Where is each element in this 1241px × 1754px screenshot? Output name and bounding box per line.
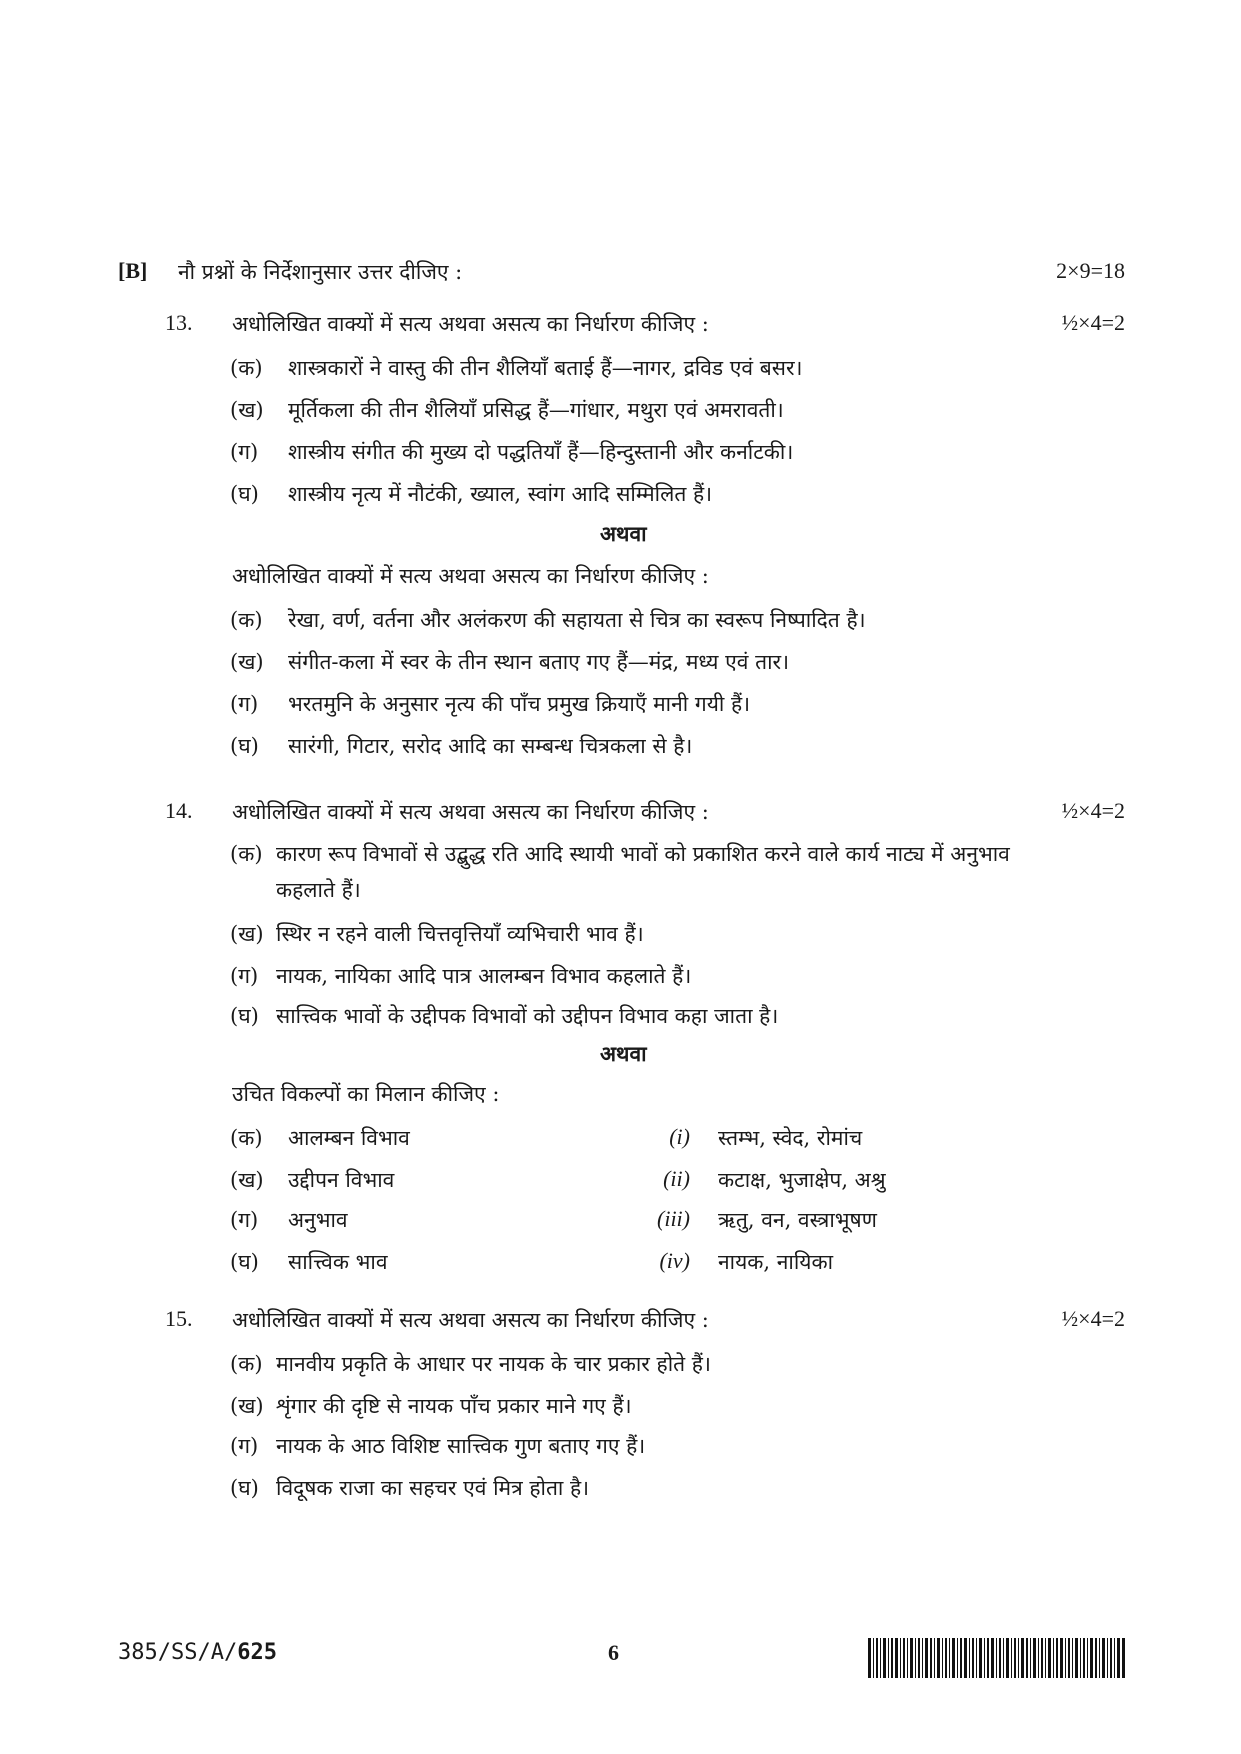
match-roman: (i) — [669, 1124, 690, 1149]
q15-item-label: (क) — [230, 1352, 263, 1376]
q15-item-text: शृंगार की दृष्टि से नायक पाँच प्रकार माने गए हैं। — [276, 1394, 632, 1418]
match-label: (क) — [230, 1126, 263, 1150]
q13-marks: ½×4=2 — [1061, 310, 1125, 335]
q14-item-text: कारण रूप विभावों से उद्बुद्ध रति आदि स्थायी भावों को प्रकाशित करने वाले कार्य नाट्य में अनुभाव — [276, 842, 1010, 866]
match-left: अनुभाव — [288, 1208, 348, 1232]
q13-item-text: शास्त्रीय नृत्य में नौटंकी, ख्याल, स्वांग आदि सम्मिलित हैं। — [288, 482, 713, 506]
page-number: 6 — [608, 1640, 619, 1665]
q14-item-text: स्थिर न रहने वाली चित्तवृत्तियाँ व्यभिचारी भाव हैं। — [276, 922, 644, 946]
q13-item-label: (ग) — [230, 440, 259, 464]
section-marker: [B] — [118, 258, 148, 283]
q15-prompt: अधोलिखित वाक्यों में सत्य अथवा असत्य का निर्धारण कीजिए : — [232, 1308, 709, 1332]
q13-alt-item-text: भरतमुनि के अनुसार नृत्य की पाँच प्रमुख क्रियाएँ मानी गयी हैं। — [288, 692, 751, 716]
q15-item-label: (घ) — [230, 1476, 259, 1500]
q13-alt-item-label: (ख) — [230, 650, 264, 674]
paper-code-prefix: 385/SS/A/ — [118, 1640, 238, 1665]
q14-marks: ½×4=2 — [1061, 798, 1125, 823]
q13-item-text: शास्त्रकारों ने वास्तु की तीन शैलियाँ बताई हैं—नागर, द्रविड एवं बसर। — [288, 356, 803, 380]
q15-marks: ½×4=2 — [1061, 1306, 1125, 1331]
q14-item-text: नायक, नायिका आदि पात्र आलम्बन विभाव कहलाते हैं। — [276, 964, 692, 988]
q14-prompt: अधोलिखित वाक्यों में सत्य अथवा असत्य का निर्धारण कीजिए : — [232, 800, 709, 824]
q13-alt-item-label: (घ) — [230, 734, 259, 758]
or-divider: अथवा — [600, 1041, 647, 1066]
match-right: ऋतु, वन, वस्त्राभूषण — [718, 1208, 877, 1232]
q13-item-text: शास्त्रीय संगीत की मुख्य दो पद्धतियाँ हैं—हिन्दुस्तानी और कर्नाटकी। — [288, 440, 794, 464]
q13-item-label: (ख) — [230, 398, 264, 422]
match-left: उद्दीपन विभाव — [288, 1168, 395, 1192]
match-roman: (iii) — [657, 1206, 690, 1231]
match-label: (ख) — [230, 1168, 264, 1192]
q13-item-label: (घ) — [230, 482, 259, 506]
match-roman: (ii) — [663, 1166, 690, 1191]
q15-item-text: नायक के आठ विशिष्ट सात्त्विक गुण बताए गए हैं। — [276, 1434, 646, 1458]
match-left: आलम्बन विभाव — [288, 1126, 410, 1150]
q15-item-text: विदूषक राजा का सहचर एवं मित्र होता है। — [276, 1476, 590, 1500]
q15-item-text: मानवीय प्रकृति के आधार पर नायक के चार प्रकार होते हैं। — [276, 1352, 711, 1376]
q14-item-text: सात्त्विक भावों के उद्दीपक विभावों को उद्दीपन विभाव कहा जाता है। — [276, 1004, 779, 1028]
match-left: सात्त्विक भाव — [288, 1250, 388, 1274]
section-marks: 2×9=18 — [1056, 258, 1125, 283]
q14-item-label: (ग) — [230, 964, 259, 988]
match-right: कटाक्ष, भुजाक्षेप, अश्रु — [718, 1168, 886, 1192]
q13-alt-item-label: (क) — [230, 608, 263, 632]
section-instruction: नौ प्रश्नों के निर्देशानुसार उत्तर दीजिए : — [178, 260, 463, 284]
q13-item-label: (क) — [230, 356, 263, 380]
q14-item-label: (क) — [230, 842, 263, 866]
match-right: नायक, नायिका — [718, 1250, 834, 1274]
q13-alt-item-text: रेखा, वर्ण, वर्तना और अलंकरण की सहायता से चित्र का स्वरूप निष्पादित है। — [288, 608, 866, 632]
q13-prompt: अधोलिखित वाक्यों में सत्य अथवा असत्य का निर्धारण कीजिए : — [232, 312, 709, 336]
q13-alt-prompt: अधोलिखित वाक्यों में सत्य अथवा असत्य का निर्धारण कीजिए : — [232, 564, 709, 588]
q14-alt-prompt: उचित विकल्पों का मिलान कीजिए : — [232, 1082, 500, 1106]
q14-item-label: (घ) — [230, 1004, 259, 1028]
q15-number: 15. — [165, 1306, 193, 1331]
q14-item-label: (ख) — [230, 922, 264, 946]
q13-item-text: मूर्तिकला की तीन शैलियाँ प्रसिद्ध हैं—गांधार, मथुरा एवं अमरावती। — [288, 398, 784, 422]
match-roman: (iv) — [659, 1248, 690, 1273]
q13-alt-item-label: (ग) — [230, 692, 259, 716]
match-label: (ग) — [230, 1208, 259, 1232]
or-divider: अथवा — [600, 521, 647, 546]
paper-code-number: 625 — [237, 1640, 277, 1665]
paper-code — [118, 1640, 277, 1665]
q15-item-label: (ख) — [230, 1394, 264, 1418]
q15-item-label: (ग) — [230, 1434, 259, 1458]
match-right: स्तम्भ, स्वेद, रोमांच — [718, 1126, 863, 1150]
match-label: (घ) — [230, 1250, 259, 1274]
barcode-icon — [868, 1638, 1125, 1678]
q14-item-text-continued: कहलाते हैं। — [276, 878, 361, 902]
q14-number: 14. — [165, 798, 193, 823]
q13-alt-item-text: संगीत-कला में स्वर के तीन स्थान बताए गए हैं—मंद्र, मध्य एवं तार। — [288, 650, 790, 674]
q13-alt-item-text: सारंगी, गिटार, सरोद आदि का सम्बन्ध चित्रकला से है। — [288, 734, 693, 758]
q13-number: 13. — [165, 310, 193, 335]
